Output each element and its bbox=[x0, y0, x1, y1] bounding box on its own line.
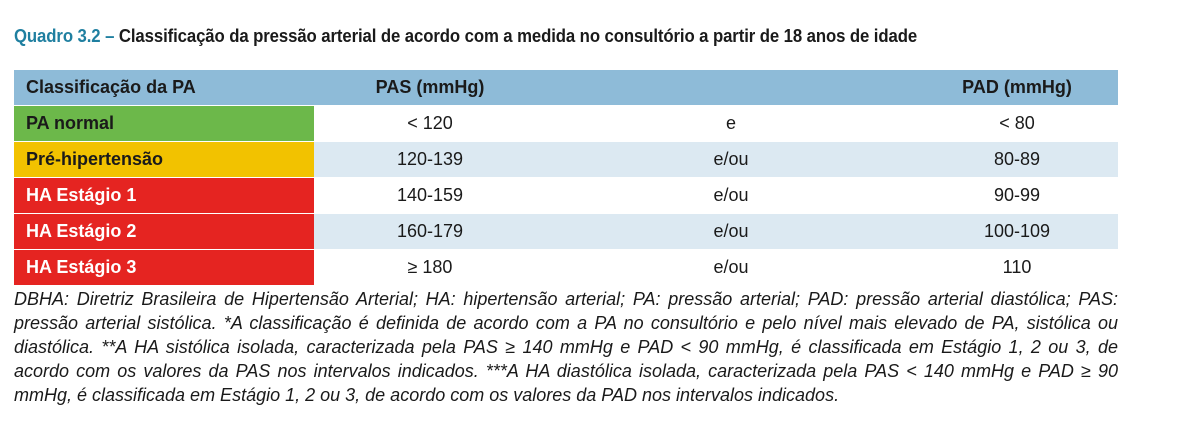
header-connector bbox=[546, 70, 916, 106]
connector-cell: e bbox=[546, 106, 916, 142]
pas-cell: ≥ 180 bbox=[314, 250, 546, 286]
header-classification: Classificação da PA bbox=[14, 70, 314, 106]
pad-cell: 110 bbox=[916, 250, 1118, 286]
table-row bbox=[14, 142, 1118, 178]
table-row bbox=[14, 178, 1118, 214]
bp-classification-table bbox=[14, 70, 1118, 285]
header-pad: PAD (mmHg) bbox=[916, 70, 1118, 106]
table-footnote: DBHA: Diretriz Brasileira de Hipertensão Arterial; HA: hipertensão arterial; PA: pressão arterial; PAD: pressão arterial diastólica; PAS: pressão arterial sistólica. *A classificação é definida de acordo com a PA no consultório e pelo nível mais elevado de PA, sistólica ou diastólica. **A HA sistólica isolada, caracterizada pela PAS ≥ 140 mmHg e PAD < 90 mmHg, é classificada em Estágio 1, 2 ou 3, de acordo com os valores da PAS nos intervalos indicados. ***A HA diastólica isolada, caracterizada pela PAS < 140 mmHg e PAD ≥ 90 mmHg, é classificada em Estágio 1, 2 ou 3, de acordo com os valores da PAD nos intervalos indicados. bbox=[14, 289, 1118, 405]
caption-title: Classificação da pressão arterial de acordo com a medida no consultório a partir de 18 anos de idade bbox=[118, 26, 918, 46]
table-row bbox=[14, 214, 1118, 250]
pad-cell: 100-109 bbox=[916, 214, 1118, 250]
pas-cell: 120-139 bbox=[314, 142, 546, 178]
connector-cell: e/ou bbox=[546, 142, 916, 178]
classification-cell: PA normal bbox=[14, 106, 314, 142]
connector-cell: e/ou bbox=[546, 250, 916, 286]
pad-cell: 80-89 bbox=[916, 142, 1118, 178]
classification-cell: HA Estágio 3 bbox=[14, 250, 314, 286]
caption-dash: – bbox=[100, 26, 119, 46]
header-pas: PAS (mmHg) bbox=[314, 70, 546, 106]
classification-cell: HA Estágio 2 bbox=[14, 214, 314, 250]
classification-cell: HA Estágio 1 bbox=[14, 178, 314, 214]
caption-label: Quadro 3.2 bbox=[14, 26, 101, 46]
pas-cell: < 120 bbox=[314, 106, 546, 142]
pad-cell: 90-99 bbox=[916, 178, 1118, 214]
table-row bbox=[14, 106, 1118, 142]
pad-cell: < 80 bbox=[916, 106, 1118, 142]
table-caption bbox=[14, 26, 917, 47]
connector-cell: e/ou bbox=[546, 178, 916, 214]
table-header-row bbox=[14, 70, 1118, 106]
pas-cell: 140-159 bbox=[314, 178, 546, 214]
pas-cell: 160-179 bbox=[314, 214, 546, 250]
connector-cell: e/ou bbox=[546, 214, 916, 250]
table-row bbox=[14, 250, 1118, 286]
classification-cell: Pré-hipertensão bbox=[14, 142, 314, 178]
